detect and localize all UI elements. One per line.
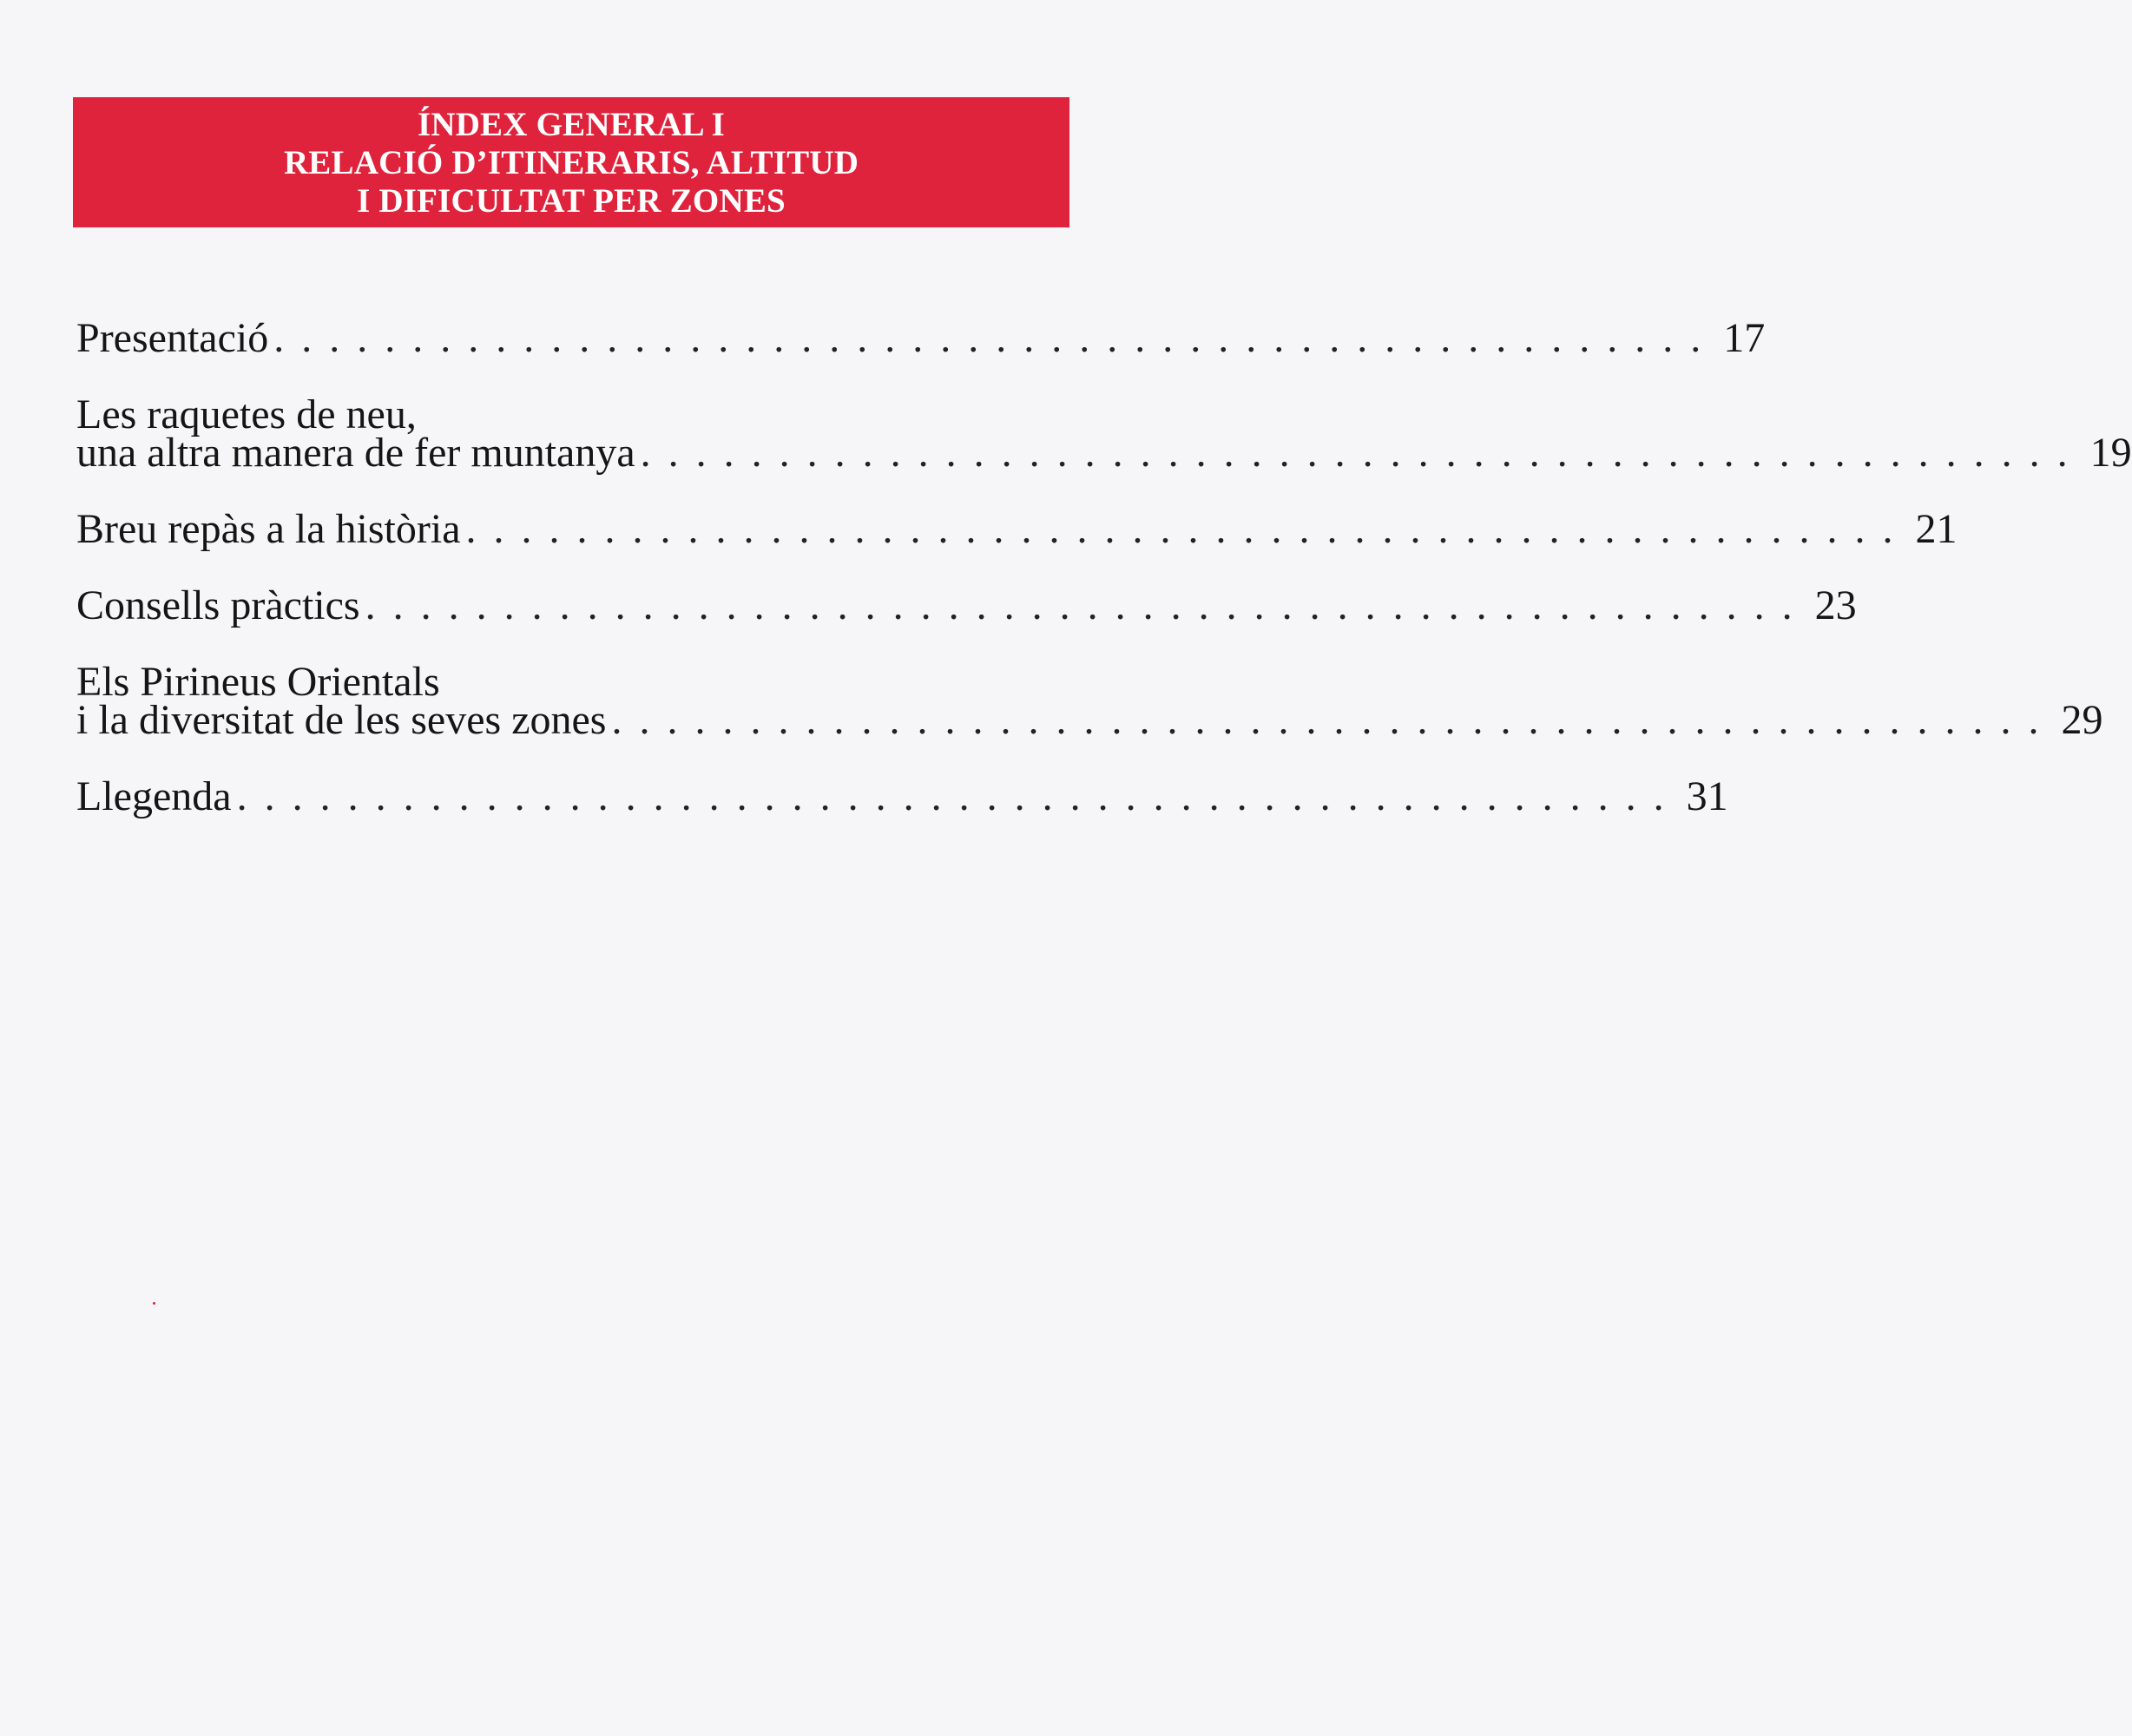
- toc-entry-title: Breu repàs a la història: [76, 506, 461, 552]
- toc-entry-title: Presentació: [76, 315, 269, 361]
- toc-entry-title-line-1: Els Pirineus Orientals: [76, 659, 440, 705]
- toc-entry-historia[interactable]: [76, 506, 1958, 552]
- toc-entry-raquetes[interactable]: [76, 391, 2132, 476]
- dot-leader: . . . . . . . . . . . . . . . . . . . . . . . . . . . . . . . . . . . . . . . . . . . . . . . . . . . .: [236, 773, 1668, 819]
- table-of-contents: [76, 315, 2132, 854]
- toc-entry-consells[interactable]: [76, 582, 1857, 628]
- toc-page-number: 31: [1686, 773, 1728, 819]
- toc-entry-llegenda[interactable]: [76, 773, 1728, 819]
- header-line-2: RELACIÓ D’ITINERARIS, ALTITUD: [283, 144, 859, 181]
- header-line-3: I DIFICULTAT PER ZONES: [357, 182, 786, 220]
- toc-page-number: 17: [1723, 315, 1766, 361]
- dot-leader: . . . . . . . . . . . . . . . . . . . . . . . . . . . . . . . . . . . . . . . . . . . . . . . . . . . .: [640, 430, 2071, 476]
- toc-page-number: 19: [2089, 430, 2132, 476]
- dot-leader: . . . . . . . . . . . . . . . . . . . . . . . . . . . . . . . . . . . . . . . . . . . . . . . . . . . .: [273, 315, 1705, 361]
- section-header-band: [73, 97, 1069, 227]
- toc-page-number: 21: [1915, 506, 1958, 552]
- toc-page-number: 29: [2061, 697, 2103, 743]
- dot-leader: . . . . . . . . . . . . . . . . . . . . . . . . . . . . . . . . . . . . . . . . . . . . . . . . . . . .: [465, 506, 1897, 552]
- dot-leader: . . . . . . . . . . . . . . . . . . . . . . . . . . . . . . . . . . . . . . . . . . . . . . . . . . . .: [365, 582, 1796, 628]
- toc-entry-title: Consells pràctics: [76, 582, 360, 628]
- ink-speck: [153, 1302, 155, 1305]
- toc-entry-title: Llegenda: [76, 773, 232, 819]
- toc-entry-title: i la diversitat de les seves zones: [76, 697, 607, 743]
- toc-entry-title-line-1: Les raquetes de neu,: [76, 391, 417, 437]
- header-line-1: ÍNDEX GENERAL I: [417, 106, 726, 143]
- toc-page-number: 23: [1814, 582, 1857, 628]
- toc-entry-presentacio[interactable]: [76, 315, 1766, 361]
- toc-entry-title: una altra manera de fer muntanya: [76, 430, 635, 476]
- dot-leader: . . . . . . . . . . . . . . . . . . . . . . . . . . . . . . . . . . . . . . . . . . . . . . . . . . . .: [611, 697, 2043, 743]
- toc-entry-pirineus[interactable]: [76, 659, 2103, 743]
